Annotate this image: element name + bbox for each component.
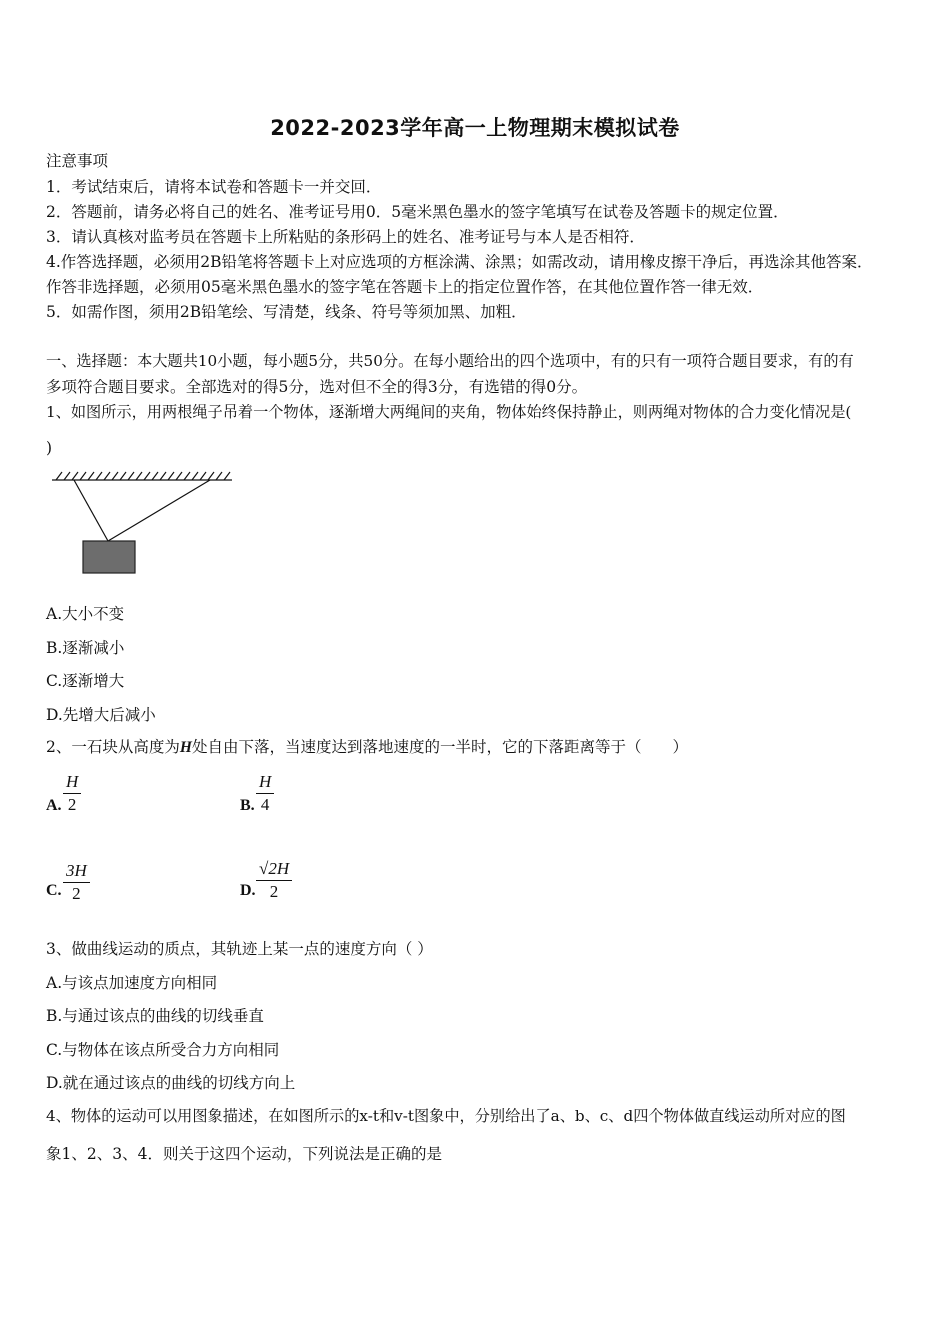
q2-option-a-label: A. <box>46 797 62 814</box>
q2-option-d-fraction <box>256 858 292 903</box>
q2-option-c-den: 2 <box>63 882 90 905</box>
q3-option-b: B.与通过该点的曲线的切线垂直 <box>46 1007 264 1025</box>
ceiling-hatching <box>52 472 232 480</box>
q2-stem-post: 处自由下落，当速度达到落地速度的一半时，它的下落距离等于（ ） <box>191 738 688 756</box>
page-title: 2022-2023学年高一上物理期末模拟试卷 <box>270 116 680 140</box>
notice-heading: 注意事项 <box>46 152 109 170</box>
q1-stem-cont: ) <box>46 439 53 457</box>
rope-figure <box>46 468 236 578</box>
q2-option-b-label: B. <box>240 797 255 814</box>
q2-option-b-fraction <box>256 771 274 816</box>
q2-option-b-num: H <box>259 772 272 791</box>
section-intro-line-1: 一、选择题：本大题共10小题，每小题5分，共50分。在每小题给出的四个选项中，有的只有一项符合题目要求，有的有 <box>46 352 854 370</box>
q1-option-d: D.先增大后减小 <box>46 706 156 724</box>
q2-option-d-num: √2H <box>259 859 290 878</box>
q2-option-c-label: C. <box>46 882 62 899</box>
q2-option-a-num: H <box>66 772 79 791</box>
q2-option-a-fraction <box>63 771 81 816</box>
q2-stem-var: H <box>179 739 192 756</box>
q3-option-c: C.与物体在该点所受合力方向相同 <box>46 1041 280 1059</box>
q1-option-b: B.逐渐减小 <box>46 639 125 657</box>
q4-stem: 4、物体的运动可以用图象描述，在如图所示的x-t和v-t图象中，分别给出了a、b、c、d四个物体做直线运动所对应的图 <box>46 1107 846 1125</box>
hanging-block <box>83 541 135 573</box>
rope-left <box>74 480 108 541</box>
q1-option-c: C.逐渐增大 <box>46 672 125 690</box>
section-intro-line-2: 多项符合题目要求。全部选对的得5分，选对但不全的得3分，有选错的得0分。 <box>46 378 588 396</box>
q2-option-b-den: 4 <box>256 793 274 816</box>
notice-item-3: 3．请认真核对监考员在答题卡上所粘贴的条形码上的姓名、准考证号与本人是否相符． <box>46 228 645 246</box>
q2-option-c-fraction <box>63 860 90 905</box>
rope-right <box>108 480 210 541</box>
q3-option-a: A.与该点加速度方向相同 <box>46 974 218 992</box>
notice-item-2: 2．答题前，请务必将自己的姓名、准考证号用0．5毫米黑色墨水的签字笔填写在试卷及答题卡的规定位置． <box>46 203 789 221</box>
q3-option-d: D.就在通过该点的曲线的切线方向上 <box>46 1074 296 1092</box>
q2-stem <box>46 737 688 758</box>
notice-item-5: 5．如需作图，须用2B铅笔绘、写清楚，线条、符号等须加黑、加粗． <box>46 303 527 321</box>
q2-option-d-label: D. <box>240 882 256 899</box>
q2-option-a-den: 2 <box>63 793 81 816</box>
notice-item-4-cont: 作答非选择题，必须用05毫米黑色墨水的签字笔在答题卡上的指定位置作答，在其他位置作答一律无效． <box>46 278 764 296</box>
q4-stem-cont: 象1、2、3、4．则关于这四个运动，下列说法是正确的是 <box>46 1145 442 1163</box>
notice-item-1: 1．考试结束后，请将本试卷和答题卡一并交回． <box>46 178 382 196</box>
q2-stem-pre: 2、一石块从高度为 <box>46 738 180 756</box>
q3-stem: 3、做曲线运动的质点，其轨迹上某一点的速度方向（ ） <box>46 940 433 958</box>
q2-option-d-den: 2 <box>256 880 292 903</box>
notice-item-4: 4.作答选择题，必须用2B铅笔将答题卡上对应选项的方框涂满、涂黑；如需改动，请用橡皮擦干净后，再选涂其他答案． <box>46 253 873 271</box>
q1-option-a: A.大小不变 <box>46 605 125 623</box>
q1-stem: 1、如图所示，用两根绳子吊着一个物体，逐渐增大两绳间的夹角，物体始终保持静止，则两绳对物体的合力变化情况是( <box>46 403 852 421</box>
q2-option-c-num: 3H <box>66 861 87 880</box>
